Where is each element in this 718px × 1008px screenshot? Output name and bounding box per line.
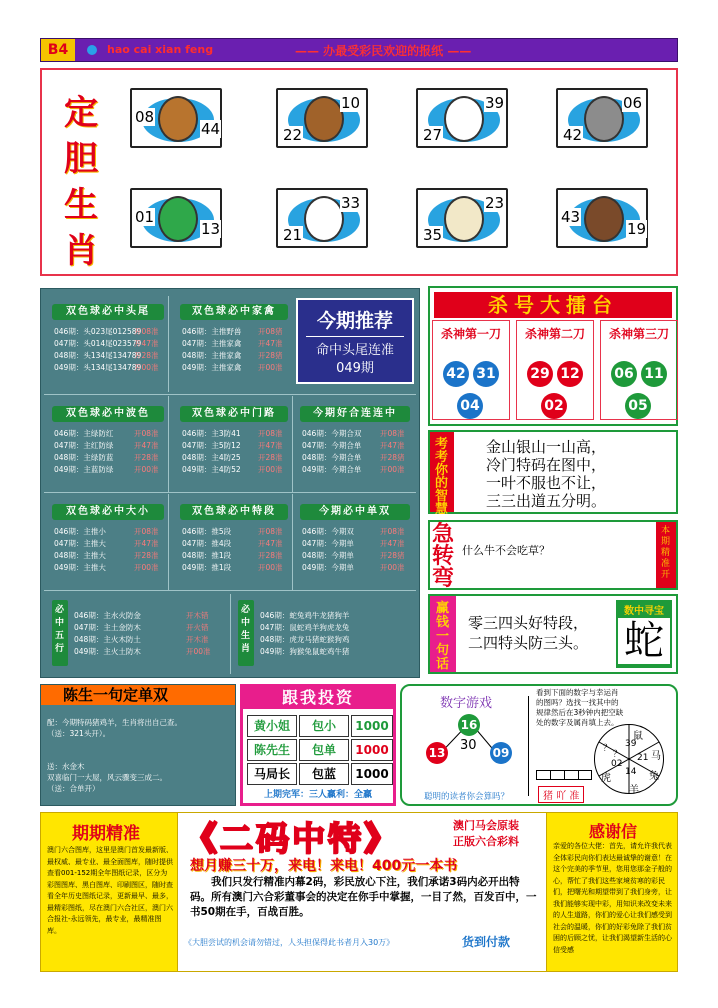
forecast-result: 开47准 bbox=[258, 441, 283, 450]
shuzi-title: 数字游戏 bbox=[440, 696, 493, 711]
forecast-row: 049期：主推大 bbox=[54, 563, 106, 572]
forecast-row: 047期：推4段 bbox=[182, 539, 232, 548]
forecast-result: 开08猪 bbox=[258, 327, 283, 336]
wheel-label: 虎 bbox=[601, 773, 611, 784]
zodiac-number: 01 bbox=[135, 208, 155, 226]
kill-ball: 05 bbox=[625, 393, 651, 419]
zodiac-number: 42 bbox=[563, 126, 583, 144]
touzi-cell: 1000 bbox=[351, 715, 393, 737]
forecast-row: 049期：推1段 bbox=[182, 563, 232, 572]
daxiao-header: 双色球必中大小 bbox=[52, 504, 164, 520]
forecast-row: 047期：主推家禽 bbox=[182, 339, 242, 348]
zodiac-number: 33 bbox=[341, 194, 361, 212]
forecast-row: 047期：鼠蛇鸡羊狗虎龙兔 bbox=[260, 623, 350, 632]
answer-boxes bbox=[536, 770, 592, 780]
zodiac-card bbox=[556, 188, 648, 248]
pay-label: 货到付款 bbox=[462, 935, 511, 949]
zodiac-number: 21 bbox=[283, 226, 303, 244]
zodiac-number: 44 bbox=[201, 120, 221, 138]
jizhuan-question: 什么牛不会吃草？ bbox=[462, 544, 550, 557]
forecast-row: 046期：蛇兔鸡牛龙猪狗羊 bbox=[260, 611, 350, 620]
yijuhua-label: 赢钱一句话 bbox=[430, 596, 456, 672]
rabbit-icon bbox=[444, 96, 484, 142]
chensheng-title: 陈生一句定单双 bbox=[41, 685, 235, 705]
sheep-icon bbox=[444, 196, 484, 242]
forecast-result: 开47准 bbox=[134, 441, 159, 450]
rat-icon bbox=[584, 96, 624, 142]
snake-icon bbox=[158, 196, 198, 242]
forecast-result: 开08准 bbox=[258, 527, 283, 536]
forecast-result: 开47准 bbox=[258, 539, 283, 548]
monkey-icon bbox=[304, 96, 344, 142]
forecast-result: 开08准 bbox=[380, 429, 405, 438]
touzi-footer: 上期完军：三人赢利：全赢 bbox=[263, 790, 372, 800]
forecast-row: 046期：主水火防金 bbox=[74, 611, 141, 620]
slogan: 想月赚三十万，来电！来电！400元一本书 bbox=[190, 858, 458, 874]
touzi-cell: 包小 bbox=[299, 715, 349, 737]
forecast-row: 047期：今期单 bbox=[302, 539, 354, 548]
zhihui-section bbox=[428, 430, 678, 517]
jizhuan-section bbox=[428, 520, 678, 590]
forecast-row: 048期：主推家禽 bbox=[182, 351, 242, 360]
kill-column bbox=[432, 320, 510, 420]
bose-header: 双色球必中波色 bbox=[52, 406, 164, 422]
jiaqin-header: 双色球必中家禽 bbox=[180, 304, 288, 320]
forecast-row: 049期：主推家禽 bbox=[182, 363, 242, 372]
touwei-header: 双色球必中头尾 bbox=[52, 304, 164, 320]
grid-line bbox=[168, 494, 169, 590]
shengxiao-header: 必中生肖 bbox=[238, 600, 254, 666]
zodiac-wheel bbox=[594, 724, 664, 794]
shuzi-section bbox=[400, 684, 678, 806]
touzi-cell: 陈先生 bbox=[247, 739, 297, 761]
forecast-row: 047期：主红防绿 bbox=[54, 441, 114, 450]
center-panel bbox=[177, 813, 547, 971]
forecast-result: 开木错 bbox=[186, 611, 209, 620]
forecast-row: 046期：头023尾012589 bbox=[54, 327, 142, 336]
shuzi-center: 30 bbox=[460, 738, 477, 753]
grid-line bbox=[292, 396, 293, 492]
danshuang-header: 今期必中单双 bbox=[300, 504, 410, 520]
kill-ball: 12 bbox=[557, 361, 583, 387]
forecast-result: 开28猪 bbox=[380, 453, 405, 462]
forecast-row: 046期：主推野兽 bbox=[182, 327, 242, 336]
forecast-row: 047期：主5防12 bbox=[182, 441, 241, 450]
treasure-char: 蛇 bbox=[618, 618, 670, 664]
forecast-row: 048期：主绿防蓝 bbox=[54, 453, 114, 462]
zodiac-card bbox=[276, 88, 368, 148]
forecast-result: 开47准 bbox=[134, 539, 159, 548]
chensheng-line: 双喜临门一大屋，风云骤变三成二。 bbox=[47, 773, 167, 782]
grid-line bbox=[44, 492, 416, 493]
forecast-result: 开00准 bbox=[258, 465, 283, 474]
touzi-section bbox=[240, 684, 396, 806]
forecast-result: 开28准 bbox=[134, 351, 159, 360]
forecast-row: 049期：主蓝防绿 bbox=[54, 465, 114, 474]
chensheng-line: （送：321头开）。 bbox=[47, 729, 111, 738]
forecast-row: 047期：头014尾023579 bbox=[54, 339, 142, 348]
right-title: 感谢信 bbox=[588, 822, 637, 841]
forecast-result: 开08准 bbox=[134, 527, 159, 536]
forecast-row: 048期：头134尾134789 bbox=[54, 351, 142, 360]
grid-line bbox=[44, 590, 416, 591]
forecast-result: 开00准 bbox=[134, 563, 159, 572]
menlu-header: 双色球必中门路 bbox=[180, 406, 288, 422]
forecast-row: 046期：今期合双 bbox=[302, 429, 362, 438]
zodiac-card bbox=[130, 88, 222, 148]
wheel-label: ？ bbox=[613, 750, 623, 760]
forecast-row: 049期：主4防52 bbox=[182, 465, 241, 474]
forecast-result: 开28准 bbox=[134, 453, 159, 462]
recommend-title: 今期推荐 bbox=[316, 310, 393, 332]
header-dot bbox=[87, 45, 97, 55]
zhihui-line: 金山银山一山高， bbox=[486, 438, 607, 456]
forecast-row: 047期：主推大 bbox=[54, 539, 106, 548]
chensheng-line bbox=[47, 739, 182, 750]
heji-header: 今期好合连连中 bbox=[300, 406, 410, 422]
forecast-result: 开47准 bbox=[380, 539, 405, 548]
kill-ball: 02 bbox=[541, 393, 567, 419]
forecast-result: 开28猪 bbox=[380, 551, 405, 560]
chensheng-line: （送：合单开） bbox=[47, 784, 100, 793]
kill-ball: 29 bbox=[527, 361, 553, 387]
zodiac-number: 10 bbox=[341, 94, 361, 112]
zhihui-line: 冷门特码在图中， bbox=[486, 456, 607, 474]
forecast-result: 开47准 bbox=[134, 339, 159, 348]
bottom-banner bbox=[40, 812, 678, 972]
dog-icon bbox=[158, 96, 198, 142]
zhihui-label: 考考你的智慧 bbox=[430, 432, 454, 512]
title-sub-1: 澳门马会原装 bbox=[453, 819, 519, 832]
forecast-row: 049期：头134尾134789 bbox=[54, 363, 142, 372]
kill-label: 杀神第一刀 bbox=[440, 327, 501, 341]
forecast-result: 开28准 bbox=[258, 551, 283, 560]
forecast-result: 开47准 bbox=[258, 339, 283, 348]
body-text: 我们只发行精准内幕2码，彩民放心下注，我们承诺3码内必开出特码。所有澳门六合彩董事会的决定在你手中掌握，一目了然，百发百中，一书50期在手，百战百胜。 bbox=[190, 876, 537, 918]
zodiac-card bbox=[130, 188, 222, 248]
kill-column bbox=[600, 320, 678, 420]
forecast-row: 049期：今期合单 bbox=[302, 465, 362, 474]
wheel-label: ？ bbox=[603, 744, 613, 754]
forecast-result: 开00准 bbox=[134, 465, 159, 474]
forecast-row: 048期：今期单 bbox=[302, 551, 354, 560]
zodiac-number: 19 bbox=[627, 220, 647, 238]
grid-line bbox=[168, 296, 169, 392]
forecast-row: 048期：主4防25 bbox=[182, 453, 241, 462]
leitai-title: 杀号大擂台 bbox=[434, 292, 672, 318]
recommend-divider bbox=[306, 336, 404, 337]
touzi-cell: 1000 bbox=[351, 763, 393, 785]
forecast-row: 049期：今期单 bbox=[302, 563, 354, 572]
chensheng-line bbox=[47, 750, 182, 761]
wheel-label: 21 bbox=[637, 753, 649, 763]
shuzi-ball: 13 bbox=[426, 742, 448, 764]
forecast-row: 049期：主火土防木 bbox=[74, 647, 141, 656]
shuzi-ball: 16 bbox=[458, 714, 480, 736]
grid-line bbox=[230, 594, 231, 674]
touzi-cell: 1000 bbox=[351, 739, 393, 761]
forecast-row: 046期：主推小 bbox=[54, 527, 106, 536]
forecast-row: 048期：虎龙马猪蛇猴狗鸡 bbox=[260, 635, 350, 644]
forecast-result: 开08准 bbox=[380, 527, 405, 536]
forecast-row: 048期：今期合单 bbox=[302, 453, 362, 462]
forecast-result: 开47准 bbox=[380, 441, 405, 450]
grid-line bbox=[292, 494, 293, 590]
touzi-cell: 包单 bbox=[299, 739, 349, 761]
note-text: 《大胆尝试的机会请勿错过，人头担保得此书者月入30万》 bbox=[184, 938, 395, 947]
forecast-row: 046期：推5段 bbox=[182, 527, 232, 536]
grid-line bbox=[168, 396, 169, 492]
shuzi-stamp: 猪 吖 准 bbox=[538, 786, 584, 803]
zodiac-number: 23 bbox=[485, 194, 505, 212]
forecast-result: 开28准 bbox=[258, 453, 283, 462]
forecast-result: 开00准 bbox=[258, 563, 283, 572]
main-title: 《二码中特》 bbox=[184, 819, 400, 858]
grid-line bbox=[44, 394, 416, 395]
forecast-result: 开28猪 bbox=[258, 351, 283, 360]
zodiac-number: 35 bbox=[423, 226, 443, 244]
treasure-box bbox=[616, 600, 672, 668]
shuzi-ball: 09 bbox=[490, 742, 512, 764]
forecast-result: 开00准 bbox=[258, 363, 283, 372]
chensheng-line: 送：水金木 bbox=[47, 762, 85, 771]
zhihui-line: 三三出道五分明。 bbox=[486, 492, 607, 510]
kill-label: 杀神第三刀 bbox=[608, 327, 669, 341]
touzi-title: 跟我投资 bbox=[243, 687, 393, 709]
forecast-row: 048期：主火木防土 bbox=[74, 635, 141, 644]
page-number: B4 bbox=[41, 39, 75, 61]
zodiac-card bbox=[276, 188, 368, 248]
rooster-icon bbox=[304, 196, 344, 242]
kill-column bbox=[516, 320, 594, 420]
recommend-body: 命中头尾连准049期 bbox=[315, 343, 394, 376]
kill-ball: 31 bbox=[473, 361, 499, 387]
header-bar bbox=[40, 38, 678, 62]
treasure-title: 数中寻宝 bbox=[624, 606, 664, 617]
title-sub-2: 正版六合彩料 bbox=[453, 835, 519, 848]
forecast-result: 开木准 bbox=[186, 635, 209, 644]
kill-ball: 42 bbox=[443, 361, 469, 387]
dingdan-title: 定胆生肖 bbox=[64, 93, 98, 271]
zodiac-card bbox=[416, 88, 508, 148]
zodiac-number: 22 bbox=[283, 126, 303, 144]
wheel-label: 02 bbox=[611, 759, 623, 769]
zodiac-number: 39 bbox=[485, 94, 505, 112]
zodiac-card bbox=[556, 88, 648, 148]
pig-icon bbox=[584, 196, 624, 242]
zodiac-number: 13 bbox=[201, 220, 221, 238]
shuzi-desc: 看到下面的数字与幸运肖的图吗？选找一找其中的规律然后在3秒钟内把空缺处的数字及属肖填上去。 bbox=[536, 688, 624, 727]
zodiac-number: 06 bbox=[623, 94, 643, 112]
chensheng-section bbox=[40, 684, 236, 806]
touzi-cell: 马局长 bbox=[247, 763, 297, 785]
forecast-result: 开火错 bbox=[186, 623, 209, 632]
recommend-box bbox=[296, 298, 414, 384]
touzi-cell: 包蓝 bbox=[299, 763, 349, 785]
wheel-label: 39 bbox=[625, 739, 637, 749]
teduan-header: 双色球必中特段 bbox=[180, 504, 288, 520]
wheel-label: 马 bbox=[651, 751, 661, 762]
left-text: 澳门六合图库，这里是澳门首发最新版、最权威、最专业、最全面图库，随时提供查看001-152期全年图纸记录，区分为彩图图库、黑白图库、印刷图区，随时查看全年历史图纸记录，更新最早、最多，最精彩图纸，尽在澳门六合社区，澳门六合报社-永远领先，最专业，最精准图库。 bbox=[47, 846, 173, 935]
forecast-row: 048期：主推大 bbox=[54, 551, 106, 560]
wheel-label: 鼠 bbox=[633, 731, 643, 742]
brand-name: hao cai xian feng bbox=[107, 43, 214, 56]
zodiac-number: 43 bbox=[561, 208, 581, 226]
right-text: 亲爱的各位大佬：首先，请允许我代表全体彩民向你们表达最诚挚的谢意！在这个完美的季节里，您用您那金子般的心，帮忙了我们这些家境贫寒的彩民们，把曙光和期望带到了我们身旁，让我们能够实现中彩，用知识来改变未来的人生道路，你们的爱心让我们感受到社会的温暖，你们的好彩免除了我们贫困的后顾之忧，让我们渴望新生活的心信受感 bbox=[553, 842, 672, 954]
kill-label: 杀神第二刀 bbox=[524, 327, 585, 341]
wheel-label: 羊 bbox=[629, 785, 639, 796]
forecast-row: 046期：今期双 bbox=[302, 527, 354, 536]
forecast-result: 开08准 bbox=[258, 429, 283, 438]
left-title: 期期精准 bbox=[72, 824, 140, 844]
yijuhua-line: 零三四头好特段， bbox=[468, 614, 589, 632]
forecast-result: 开28准 bbox=[134, 551, 159, 560]
kill-ball: 11 bbox=[641, 361, 667, 387]
forecast-result: 开00准 bbox=[380, 563, 405, 572]
forecast-result: 开08准 bbox=[134, 327, 159, 336]
yijuhua-section bbox=[428, 594, 678, 674]
jizhuan-label: 急转弯 bbox=[432, 522, 455, 591]
forecast-row: 047期：主土金防木 bbox=[74, 623, 141, 632]
touzi-cell: 黄小姐 bbox=[247, 715, 297, 737]
forecast-result: 开00准 bbox=[186, 647, 211, 656]
wheel-label: 兔 bbox=[649, 771, 659, 782]
forecast-row: 048期：推1段 bbox=[182, 551, 232, 560]
forecast-row: 047期：今期合单 bbox=[302, 441, 362, 450]
header-slogan: —— 办最受彩民欢迎的报纸 —— bbox=[295, 44, 472, 58]
forecast-row: 046期：主绿防红 bbox=[54, 429, 114, 438]
zhihui-poem bbox=[486, 438, 606, 510]
zodiac-number: 08 bbox=[135, 108, 155, 126]
forecast-row: 046期：主3防41 bbox=[182, 429, 241, 438]
wuxing-header: 必中五行 bbox=[52, 600, 68, 666]
forecast-row: 049期：狗猴兔鼠蛇鸡牛猪 bbox=[260, 647, 350, 656]
kill-ball: 04 bbox=[457, 393, 483, 419]
forecast-result: 开00准 bbox=[380, 465, 405, 474]
zodiac-card bbox=[416, 188, 508, 248]
kill-ball: 06 bbox=[611, 361, 637, 387]
yijuhua-line: 二四特头防三头。 bbox=[468, 634, 589, 652]
shuzi-footer: 聪明的读者你会算吗？ bbox=[424, 792, 510, 802]
zodiac-number: 27 bbox=[423, 126, 443, 144]
jizhuan-side: 本期精准开 bbox=[656, 522, 676, 588]
wheel-label: 14 bbox=[625, 767, 637, 777]
chensheng-line: 配：今期特码猪鸡羊，生肖将出自己查。 bbox=[47, 718, 182, 727]
shuzi-divider bbox=[528, 696, 529, 796]
zhihui-line: 一叶不服也不让， bbox=[486, 474, 607, 492]
forecast-result: 开08准 bbox=[134, 429, 159, 438]
forecast-result: 开00准 bbox=[134, 363, 159, 372]
chensheng-text bbox=[47, 717, 182, 794]
